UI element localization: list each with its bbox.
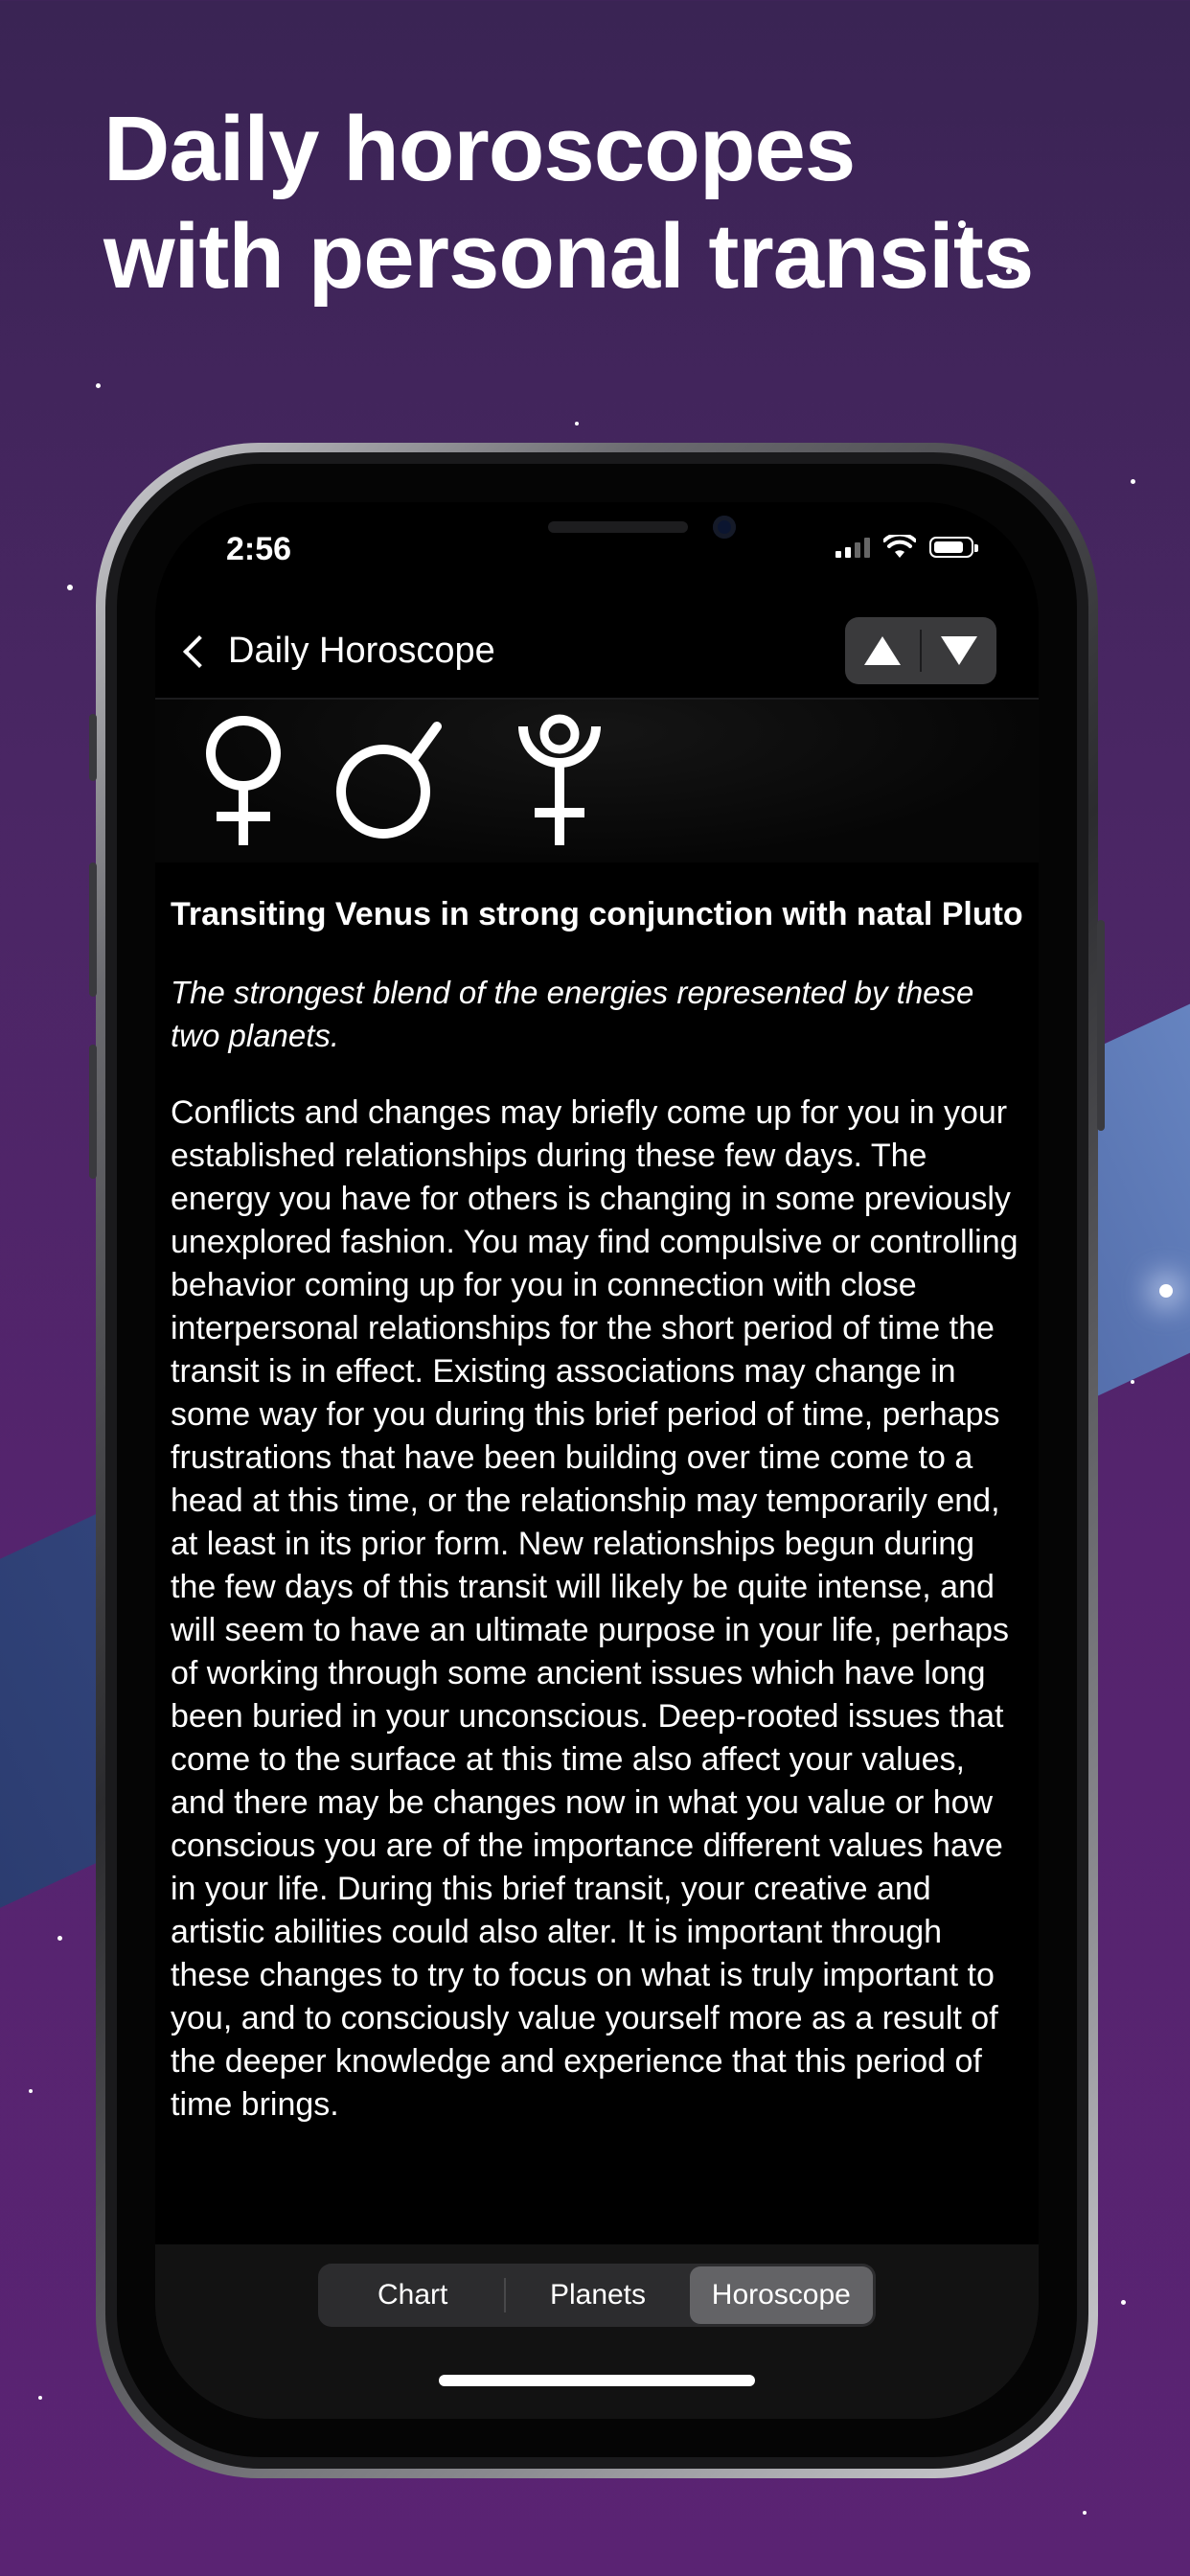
star [96, 383, 101, 388]
phone-screen [155, 502, 1039, 2419]
planet-glyphs-header [155, 700, 1039, 862]
star [1121, 2300, 1126, 2305]
pluto-symbol-icon [510, 713, 609, 847]
headline-line-2: with personal transits [103, 205, 1034, 308]
phone-power-button [1097, 920, 1105, 1131]
next-button[interactable] [922, 617, 996, 684]
star [1159, 1284, 1173, 1298]
speaker-grille [548, 521, 688, 533]
battery-icon [929, 537, 973, 558]
triangle-up-icon [864, 636, 901, 665]
triangle-down-icon [941, 636, 977, 665]
star [67, 585, 73, 590]
bottom-tab-bar [155, 2244, 1039, 2419]
article-subtitle: The strongest blend of the energies represented by these two planets. [171, 975, 974, 1053]
phone-volume-up [89, 862, 97, 997]
star [1131, 479, 1135, 484]
phone-volume-down [89, 1045, 97, 1179]
star [575, 422, 579, 426]
headline-line-1: Daily horoscopes [103, 98, 856, 200]
article-title: Transiting Venus in strong conjunction with natal Pluto [171, 896, 1023, 932]
chevron-left-icon [183, 635, 216, 668]
mars-symbol-icon [333, 713, 448, 847]
cellular-signal-icon [835, 537, 870, 558]
star [1131, 1380, 1134, 1384]
star [29, 2089, 33, 2093]
wifi-icon [883, 535, 916, 560]
back-button[interactable] [180, 631, 495, 672]
horoscope-article [171, 893, 1023, 2127]
view-segmented-control [318, 2264, 876, 2327]
navigation-bar [155, 615, 1039, 696]
tab-chart[interactable]: Chart [377, 2279, 448, 2311]
star [1083, 2511, 1087, 2515]
tab-horoscope[interactable]: Horoscope [690, 2266, 873, 2324]
promo-headline [103, 96, 1157, 310]
tab-planets[interactable]: Planets [549, 2279, 647, 2311]
phone-mute-switch [89, 714, 97, 781]
article-body: Conflicts and changes may briefly come up for you in your established relationships during these few days. The energy you have for others is changing in some previously unexplored fashion. You may find compulsive or controlling behavior coming up for you in connection with close interpersonal relationships for the short period of time the transit is in effect. Existing associations may change in some way for you during this brief period of time, perhaps frustrations that have been building over time come to a head at this time, or the relationship may temporarily end, at least in its prior form. New relationships begun during the few days of this transit will likely be quite intense, and will seem to have an ultimate purpose in your life, perhaps of working through some ancient issues which have long been buried in your unconscious. Deep-rooted issues that come to the surface at this time also affect your values, and there may be changes now in what you value or how conscious you are of the importance different values have in your life. During this brief transit, your creative and artistic abilities could also alter. It is important through these changes to try to focus on what is truly important to you, and to consciously value yourself more as a result of the deeper knowledge and experience that this period of time brings. [171, 1094, 1018, 2123]
home-indicator[interactable] [439, 2375, 755, 2386]
previous-button[interactable] [845, 617, 920, 684]
star [38, 2396, 42, 2400]
status-time: 2:56 [226, 531, 292, 567]
venus-symbol-icon [194, 713, 293, 847]
back-button-label: Daily Horoscope [228, 631, 495, 671]
status-icons [835, 535, 973, 560]
star [57, 1936, 62, 1941]
front-camera [713, 516, 736, 539]
prev-next-control [845, 617, 996, 684]
notch [356, 502, 837, 575]
